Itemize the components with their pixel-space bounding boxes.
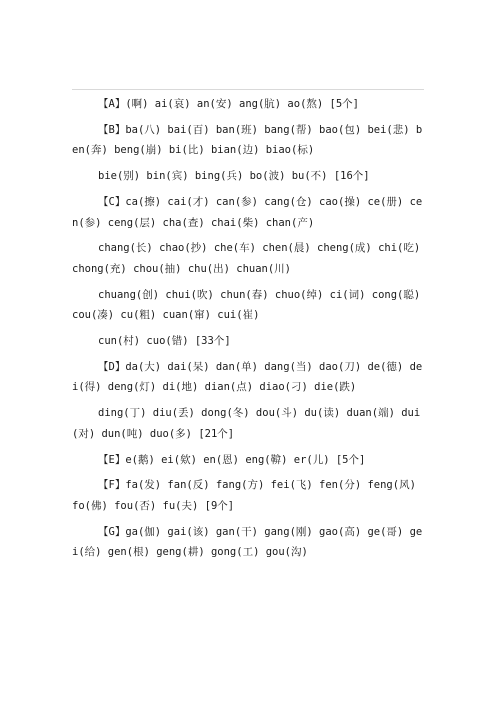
paragraph-d-1: 【D】da(大) dai(呆) dan(单) dang(当) dao(刀) de(德) dei(得) deng(灯) di(地) dian(点) diao(刁) die(跌)	[72, 360, 423, 394]
paragraph-a: 【A】(啊) ai(哀) an(安) ang(肮) ao(熬) [5个]	[98, 98, 360, 110]
paragraph-e: 【E】e(鹅) ei(欸) en(恩) eng(鞥) er(儿) [5个]	[98, 453, 366, 466]
paragraph-g: 【G】ga(伽) gai(该) gan(干) gang(刚) gao(高) ge(哥) gei(给) gen(根) geng(耕) gong(工) gou(沟)	[72, 525, 423, 559]
top-divider	[72, 89, 424, 90]
paragraph-d-2: ding(丁) diu(丢) dong(冬) dou(斗) du(读) duan(端) dui(对) dun(吨) duo(多) [21个]	[72, 407, 421, 440]
paragraph-b-2: bie(别) bin(宾) bing(兵) bo(波) bu(不) [16个]	[98, 170, 370, 183]
paragraph-f: 【F】fa(发) fan(反) fang(方) fei(飞) fen(分) feng(风) fo(佛) fou(否) fu(夫) [9个]	[72, 479, 416, 512]
paragraph-b-1: 【B】ba(八) bai(百) ban(班) bang(帮) bao(包) bei(悲) ben(奔) beng(崩) bi(比) bian(边) biao(标)	[72, 123, 423, 157]
pinyin-list	[72, 94, 424, 563]
paragraph-c-3: chuang(创) chui(吹) chun(春) chuo(绰) ci(词) cong(聪) cou(凑) cu(粗) cuan(窜) cui(崔)	[72, 288, 421, 322]
paragraph-c-1: 【C】ca(擦) cai(才) can(参) cang(仓) cao(操) ce(册) cen(参) ceng(层) cha(查) chai(柴) chan(产)	[72, 195, 423, 229]
paragraph-c-2: chang(长) chao(抄) che(车) chen(晨) cheng(成) chi(吃) chong(充) chou(抽) chu(出) chuan(川)	[72, 242, 421, 275]
paragraph-c-4: cun(村) cuo(错) [33个]	[98, 335, 231, 348]
